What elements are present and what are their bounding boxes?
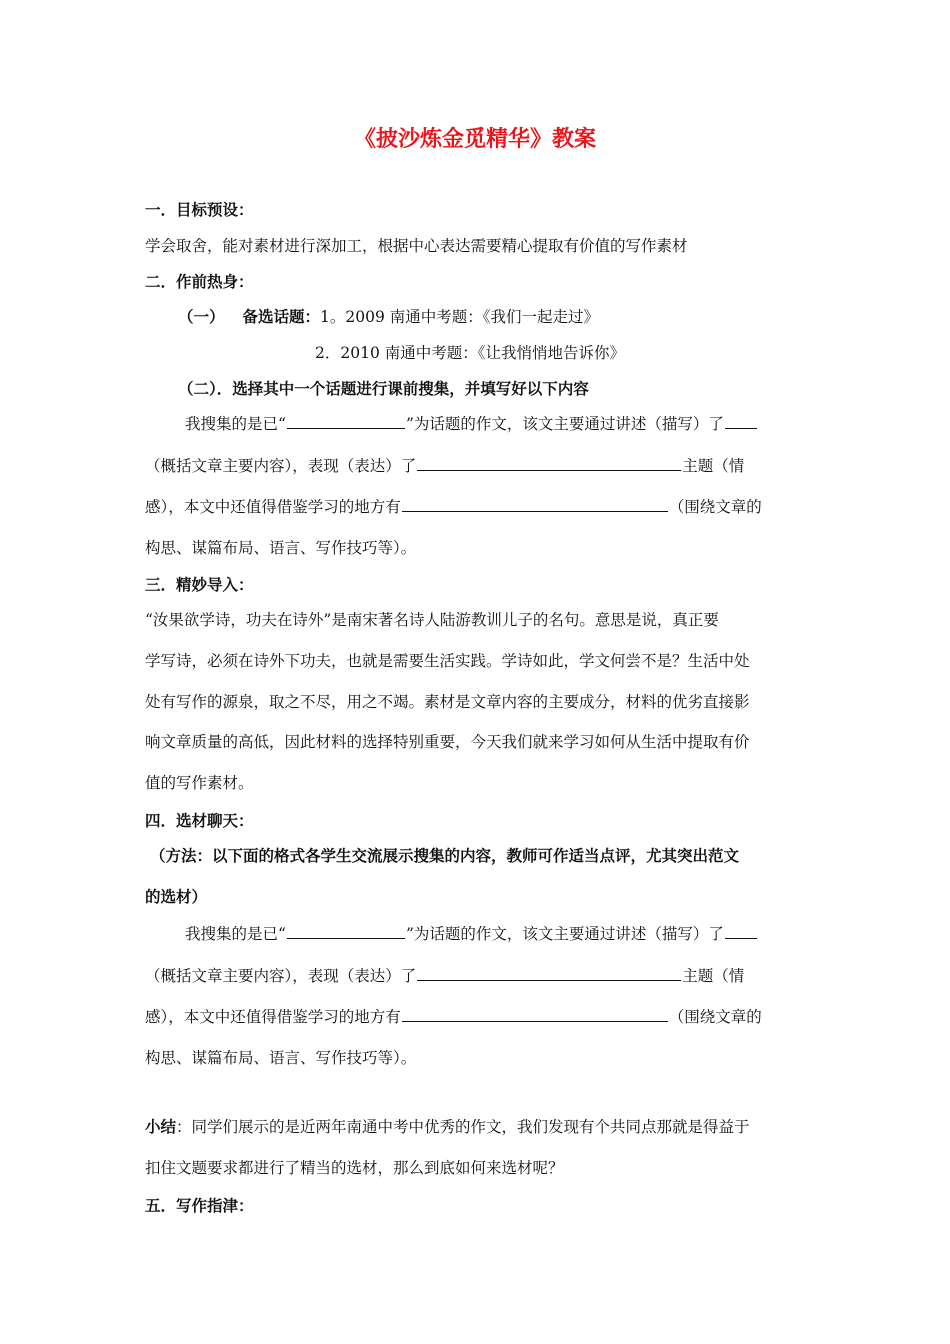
form-text: 主题（情 [682,967,745,985]
section-4-heading: 四．选材聊天： [145,812,254,830]
sub1-bold-label: 备选话题： [242,308,321,326]
form-text: （围绕文章的 [668,498,762,516]
form-line-1 [185,923,758,945]
section-3-heading: 三．精妙导入： [145,576,254,594]
topic-options-line [178,306,599,328]
form-text: 主题（情 [682,457,745,475]
form-text: 感），本文中还值得借鉴学习的地方有 [145,498,401,516]
form-text: （概括文章主要内容），表现（表达）了 [145,457,417,475]
learning-points-blank[interactable] [402,496,668,512]
summary-text: ：同学们展示的是近两年南通中考中优秀的作文，我们发现有个共同点那就是得益于 [176,1118,750,1136]
method-line-1: （方法：以下面的格式各学生交流展示搜集的内容，教师可作适当点评，尤其突出范文 [150,847,740,865]
intro-line: 处有写作的源泉，取之不尽，用之不竭。素材是文章内容的主要成分，材料的优劣直接影 [145,693,750,711]
document-title: 《披沙炼金觅精华》教案 [353,127,596,152]
form-text: （围绕文章的 [668,1008,762,1026]
form-line-4: 构思、谋篇布局、语言、写作技巧等）。 [145,1049,417,1067]
form-line-3 [145,1006,762,1028]
topic-item-2: 2．2010 南通中考题：《让我悄悄地告诉你》 [315,344,625,362]
theme-blank[interactable] [417,455,681,471]
intro-line: 值的写作素材。 [145,774,254,792]
section-5-heading: 五．写作指津： [145,1197,254,1215]
content-blank[interactable] [725,413,757,429]
section-1-text: 学会取舍，能对素材进行深加工，根据中心表达需要精心提取有价值的写作素材 [145,237,688,255]
form-text: （概括文章主要内容），表现（表达）了 [145,967,417,985]
content-blank[interactable] [725,923,757,939]
form-line-3 [145,496,762,518]
form-text: ”为话题的作文，该文主要通过讲述（描写）了 [405,925,724,943]
theme-blank[interactable] [417,965,681,981]
form-text: ”为话题的作文，该文主要通过讲述（描写）了 [405,415,724,433]
method-line-2: 的选材） [145,888,208,906]
form-line-4: 构思、谋篇布局、语言、写作技巧等）。 [145,539,417,557]
summary-line-1 [145,1116,750,1138]
intro-line: 响文章质量的高低，因此材料的选择特别重要，今天我们就来学习如何从生活中提取有价 [145,733,750,751]
intro-line: 学写诗，必须在诗外下功夫，也就是需要生活实践。学诗如此，学文何尝不是？生活中处 [145,652,750,670]
section-2-heading: 二．作前热身： [145,273,254,291]
form-line-2 [145,455,744,477]
sub2-instruction: （二）．选择其中一个话题进行课前搜集，并填写好以下内容 [178,380,589,398]
summary-label: 小结 [145,1118,177,1136]
summary-line-2: 扣住文题要求都进行了精当的选材，那么到底如何来选材呢？ [145,1159,564,1177]
form-line-2 [145,965,744,987]
form-line-1 [185,413,758,435]
topic-item-1: 1。2009 南通中考题：《我们一起走过》 [320,308,600,326]
form-text: 我搜集的是已“ [185,925,286,943]
sub1-label: （一） [178,308,225,326]
learning-points-blank[interactable] [402,1006,668,1022]
form-text: 我搜集的是已“ [185,415,286,433]
topic-blank[interactable] [287,923,405,939]
section-1-heading: 一．目标预设： [145,201,254,219]
intro-line: “汝果欲学诗，功夫在诗外”是南宋著名诗人陆游教训儿子的名句。意思是说，真正要 [145,611,719,629]
form-text: 感），本文中还值得借鉴学习的地方有 [145,1008,401,1026]
topic-blank[interactable] [287,413,405,429]
